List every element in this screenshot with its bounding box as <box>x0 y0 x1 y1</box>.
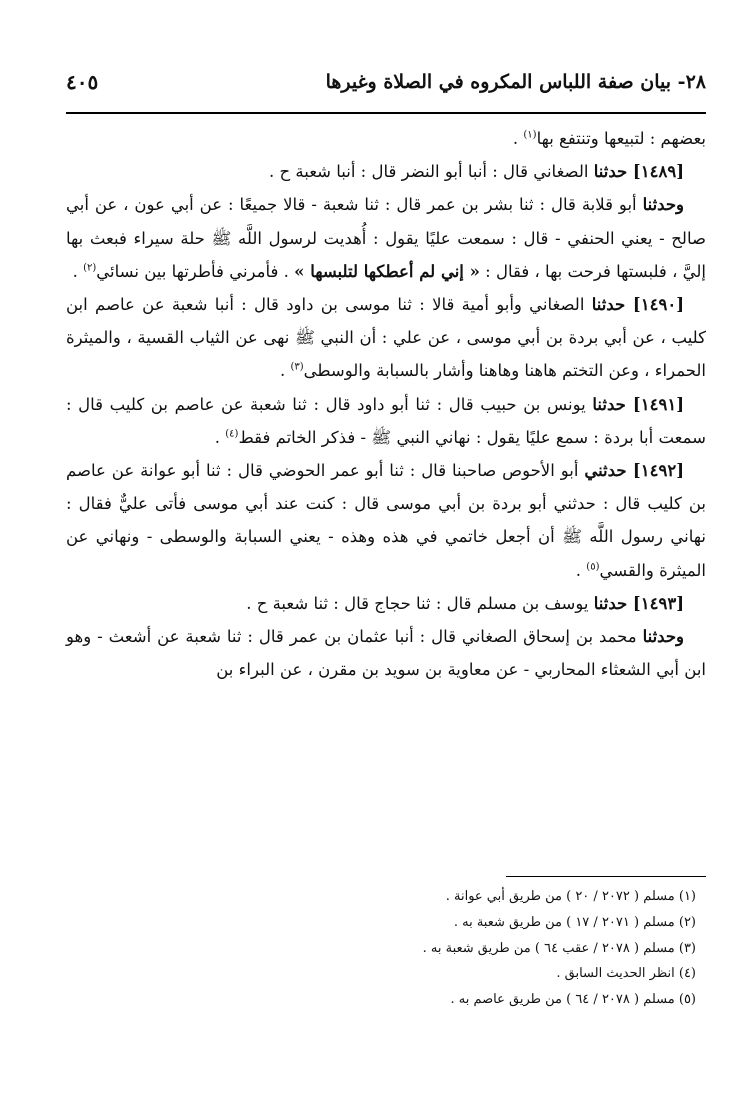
footnote: (١) مسلم ( ٢٠٧٢ / ٢٠ ) من طريق أبي عوانة . <box>445 889 696 904</box>
text-span: يونس بن حبيب قال : ثنا أبو داود قال : ثنا شعبة عن عاصم بن كليب قال : سمعت أبا بردة : سمع عليًا يقول : نهاني النبي ﷺ - فذكر الخاتم فقط <box>66 394 706 447</box>
narration-heading: وحدثنا <box>642 627 684 647</box>
footnote: (٤) انظر الحديث السابق . <box>556 966 696 982</box>
narration-heading: [١٤٩١] حدثنا <box>592 394 685 414</box>
text-span: . <box>512 129 524 148</box>
footnote-marker: (٤) <box>225 428 239 440</box>
footnote: (٢) مسلم ( ٢٠٧١ / ١٧ ) من طريق شعبة به . <box>453 914 696 930</box>
header-rule <box>66 112 706 114</box>
footnote-separator <box>506 876 706 877</box>
text-span: . <box>72 261 84 281</box>
paragraph <box>66 620 706 686</box>
footnote: (٥) مسلم ( ٢٠٧٨ / ٦٤ ) من طريق عاصم به . <box>450 992 696 1008</box>
narration-heading: [١٤٩٣] حدثنا <box>593 593 684 613</box>
text-span: . <box>279 361 291 381</box>
footnote-marker: (٥) <box>586 561 600 573</box>
body-text <box>66 122 706 686</box>
chapter-title: ٢٨- بيان صفة اللباس المكروه في الصلاة وغيرها <box>325 71 706 93</box>
footnote-marker: (١) <box>523 129 537 141</box>
narration-heading: [١٤٩٢] حدثني <box>584 461 684 481</box>
paragraph <box>66 188 706 288</box>
text-span: . <box>214 427 226 447</box>
narration-heading: [١٤٨٩] حدثنا <box>593 162 684 182</box>
text-span: أبو قلابة قال : ثنا بشر بن عمر قال : ثنا شعبة - قالا جميعًا : عن أبي عون ، عن أبي صالح - يعني الحنفي - قال : سمعت عليًا يقول : أُهديت لرسول اللَّه ﷺ حلة سيراء فبعث بها إليَّ ، فلبستها فرحت بها ، فقال : <box>66 195 706 281</box>
footnote: (٣) مسلم ( ٢٠٧٨ / عقب ٦٤ ) من طريق شعبة به . <box>422 940 696 956</box>
paragraph <box>66 454 706 587</box>
footnote-marker: (٣) <box>290 361 304 373</box>
footnote-marker: (٢) <box>83 262 97 274</box>
paragraph <box>66 388 706 454</box>
text-span: الصغاني قال : أنبا أبو النضر قال : أنبا شعبة ح . <box>269 162 594 182</box>
text-span: أبو الأحوص صاحبنا قال : ثنا أبو عمر الحوضي قال : ثنا أبو عوانة عن عاصم بن كليب قال : حدثني أبو بردة بن أبي موسى قال : كنت عند أبي موسى فأتى عليٌّ فقال : نهاني رسول اللَّه ﷺ أن أجعل خاتمي في هذه وهذه - يعني السبابة والوسطى - ونهاني عن الميثرة والقسي <box>66 461 706 580</box>
narration-heading: « إني لم أعطكها لتلبسها » <box>294 261 480 281</box>
running-header <box>66 62 706 102</box>
text-span: يوسف بن مسلم قال : ثنا حجاج قال : ثنا شعبة ح . <box>246 593 594 613</box>
paragraph <box>66 587 706 620</box>
text-span: . فأمرني فأطرتها بين نسائي <box>96 261 295 281</box>
paragraph <box>66 122 706 155</box>
text-span: . <box>575 560 587 580</box>
narration-heading: [١٤٩٠] حدثنا <box>591 295 684 315</box>
text-span: بعضهم : لتبيعها وتنتفع بها <box>536 129 706 148</box>
text-span: الصغاني وأبو أمية قالا : ثنا موسى بن داود قال : أنبا شعبة عن عاصم ابن كليب ، عن أبي بردة بن أبي موسى ، عن علي : أن النبي ﷺ نهى عن الثياب القسية ، والميثرة الحمراء ، وعن التختم هاهنا وهاهنا وأشار بالسبابة والوسطى <box>66 295 706 381</box>
footnotes <box>66 884 706 1013</box>
text-span: محمد بن إسحاق الصغاني قال : أنبا عثمان بن عمر قال : ثنا شعبة عن أشعث - وهو ابن أبي الشعثاء المحاربي - عن معاوية بن سويد بن مقرن ، عن البراء بن <box>66 627 706 680</box>
page-number: ٤٠٥ <box>66 70 99 94</box>
paragraph <box>66 155 706 188</box>
narration-heading: وحدثنا <box>642 195 684 215</box>
paragraph <box>66 288 706 388</box>
